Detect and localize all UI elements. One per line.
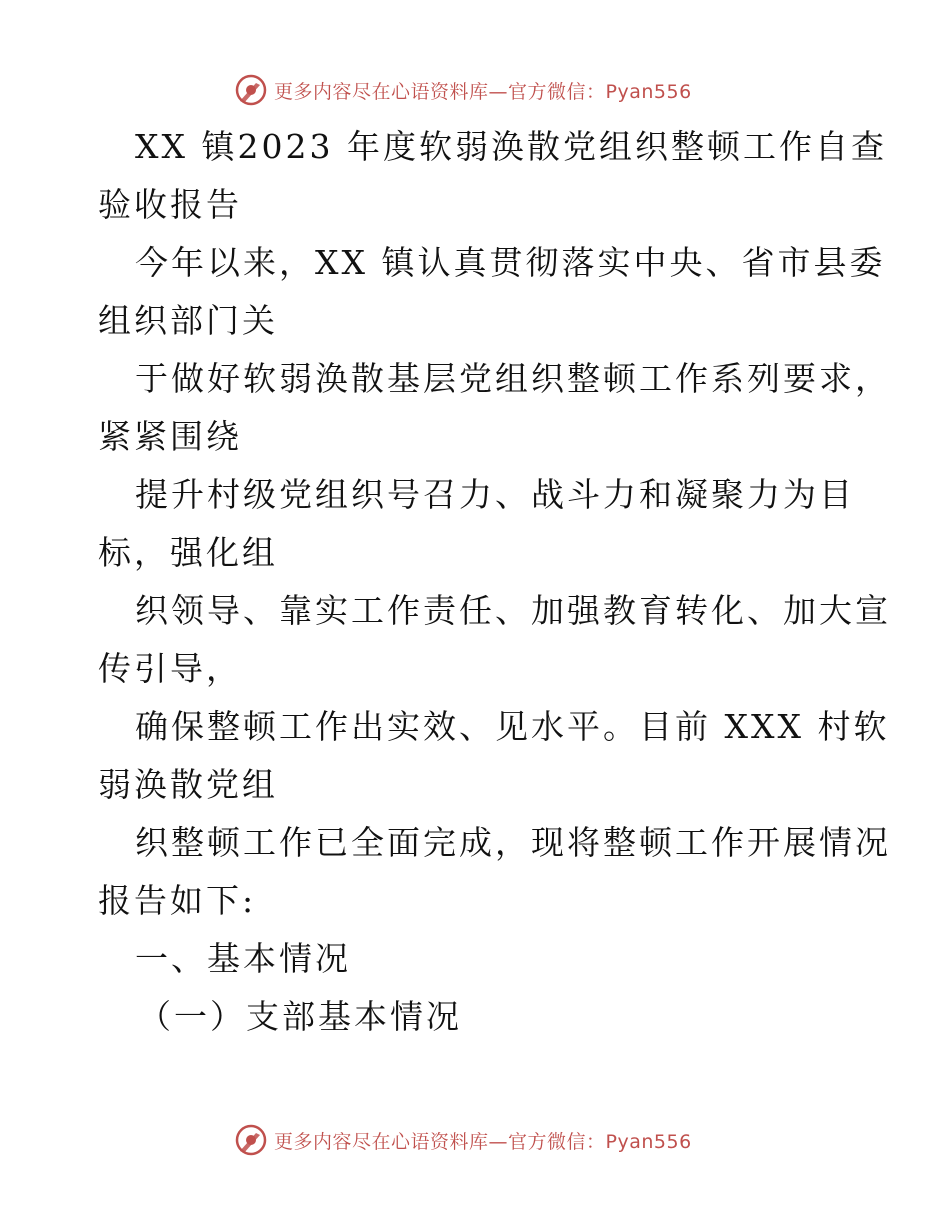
paragraph-line: 确保整顿工作出实效、见水平。目前 XXX 村软	[135, 707, 890, 746]
paragraph-line: 紧紧围绕	[98, 417, 242, 456]
paragraph-line: 组织部门关	[98, 301, 278, 340]
document-body	[98, 118, 891, 1046]
paragraph-line: 标，强化组	[98, 533, 278, 572]
paragraph-line: 提升村级党组织号召力、战斗力和凝聚力为目	[135, 475, 855, 514]
paragraph-line: 今年以来，XX 镇认真贯彻落实中央、省市县委	[135, 243, 886, 282]
watermark-text: 更多内容尽在心语资料库—官方微信：Pyan556	[274, 1130, 692, 1153]
title-line-2: 验收报告	[98, 185, 242, 224]
title-line-1: XX 镇2023 年度软弱涣散党组织整顿工作自查	[135, 127, 887, 166]
subsection-heading: （一）支部基本情况	[138, 997, 462, 1036]
section-heading: 一、基本情况	[135, 939, 351, 978]
paragraph-line: 报告如下:	[98, 881, 257, 920]
watermark-footer	[234, 1122, 692, 1158]
paragraph-line: 传引导，	[98, 649, 242, 688]
watermark-header	[234, 72, 692, 108]
pen-logo-icon	[234, 1123, 268, 1157]
pen-logo-icon	[234, 73, 268, 107]
paragraph-line: 织整顿工作已全面完成，现将整顿工作开展情况	[135, 823, 891, 862]
paragraph-line: 于做好软弱涣散基层党组织整顿工作系列要求，	[135, 359, 891, 398]
paragraph-line: 织领导、靠实工作责任、加强教育转化、加大宣	[135, 591, 891, 630]
watermark-text: 更多内容尽在心语资料库—官方微信：Pyan556	[274, 80, 692, 103]
paragraph-line: 弱涣散党组	[98, 765, 278, 804]
